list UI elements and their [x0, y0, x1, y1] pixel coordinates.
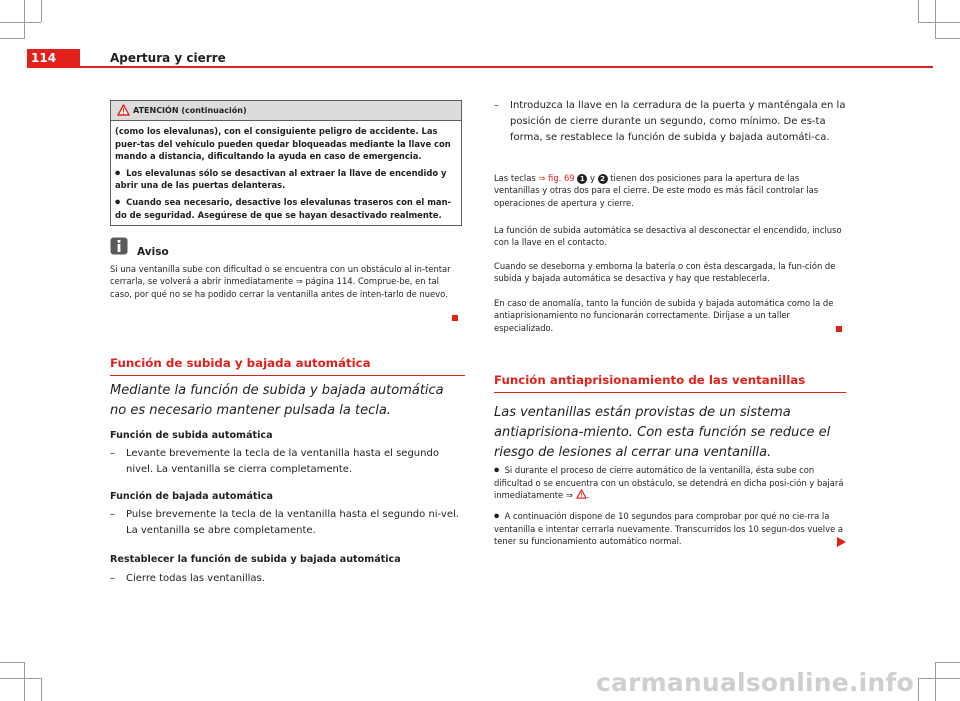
- section-title: Función de subida y bajada automática: [110, 355, 465, 376]
- number-badge: 1: [577, 174, 587, 184]
- crop-mark: [935, 662, 960, 663]
- note-label: Aviso: [137, 246, 169, 258]
- header-rule: [80, 66, 933, 68]
- step-item: [110, 507, 460, 539]
- crop-mark: [41, 678, 42, 701]
- paragraph: En caso de anomalía, tanto la función de subida y bajada automática como la de antiaprisionamiento no funcionarán correctamente. Diríjase a un taller especializado.: [494, 298, 834, 333]
- number-badge: 2: [598, 174, 608, 184]
- end-marker: [836, 326, 842, 332]
- figure-link[interactable]: ⇒ fig. 69: [538, 173, 575, 183]
- warning-bullet: [115, 167, 457, 192]
- warning-label: ATENCIÓN (continuación): [133, 106, 247, 115]
- bullet-icon: ●: [494, 466, 500, 474]
- subheading: Función de subida automática: [110, 430, 273, 441]
- continue-arrow-icon: [837, 537, 846, 547]
- section-intro: Mediante la función de subida y bajada automática no es necesario mantener pulsada la tecla.: [110, 383, 444, 418]
- section-intro: Las ventanillas están provistas de un sistema antiaprisiona-miento. Con esta función se reduce el riesgo de lesiones al cerrar una ventanilla.: [494, 405, 831, 460]
- warning-bullet: [115, 196, 457, 221]
- warning-bullet-text: Cuando sea necesario, desactive los elevalunas traseros con el man-do de seguridad. Asegúrese de que se hayan desactivado realmente.: [115, 196, 452, 220]
- subheading: Función de bajada automática: [110, 491, 273, 502]
- crop-mark: [935, 0, 936, 38]
- bullet-text: A continuación dispone de 10 segundos para comprobar por qué no cie-rra la ventanilla e intentar cerrarla nuevamente. Transcurridos los 10 segun-dos vuelve a tener su funcionamiento automático normal.: [494, 511, 844, 546]
- warning-icon: [576, 489, 587, 499]
- crop-mark: [0, 662, 25, 663]
- bullet-item: [494, 510, 846, 547]
- warning-paragraph: (como los elevalunas), con el consiguiente peligro de accidente. Las puer-tas del vehículo pueden quedar bloqueadas mediante la llave con mando a distancia, dificultando la ayuda en caso de emergencia.: [115, 126, 451, 161]
- crop-mark: [918, 22, 960, 23]
- subheading: Restablecer la función de subida y bajada automática: [110, 554, 401, 565]
- crop-mark: [918, 0, 919, 22]
- step-text: Levante brevemente la tecla de la ventanilla hasta el segundo nivel. La ventanilla se cierra completamente.: [126, 448, 439, 475]
- info-icon: [110, 237, 128, 255]
- crop-mark: [935, 38, 960, 39]
- dash: –: [110, 448, 115, 459]
- note-text: Si una ventanilla sube con dificultad o se encuentra con un obstáculo al in-tentar cerrarla, se volverá a abrir inmediatamente ⇒ página 114. Comprue-be, en tal caso, por qué no se ha podido cerrar la ventanilla antes de inten-tarlo de nuevo.: [110, 264, 451, 299]
- bullet-item: ● Si durante el proceso de cierre automático de la ventanilla, ésta sube con dificultad o se encuentra con un obstáculo, se detendrá en dicha posi-ción y bajará inmediatamente ⇒ .: [494, 465, 844, 500]
- paragraph-text: Las teclas: [494, 173, 539, 183]
- crop-mark: [0, 22, 41, 23]
- dash: –: [494, 100, 499, 111]
- step-item: [494, 98, 846, 146]
- step-text: Introduzca la llave en la cerradura de la puerta y manténgala en la posición de cierre durante un segundo, como mínimo. De es-ta forma, se restablece la función de subida y bajada automáti-ca.: [510, 100, 846, 143]
- paragraph-text: y: [587, 173, 598, 183]
- step-text: Pulse brevemente la tecla de la ventanilla hasta el segundo ni-vel. La ventanilla se abre completamente.: [126, 509, 459, 536]
- dash: –: [110, 573, 115, 584]
- step-item: [110, 446, 460, 478]
- crop-mark: [24, 0, 25, 38]
- step-item: [110, 571, 460, 587]
- warning-box: [110, 100, 462, 226]
- warning-bullet-text: Los elevalunas sólo se desactivan al extraer la llave de encendido y abrir una de las puertas delanteras.: [115, 167, 447, 191]
- crop-mark: [918, 678, 960, 679]
- dash: –: [110, 509, 115, 520]
- page-number: 114: [27, 49, 80, 68]
- step-text: Cierre todas las ventanillas.: [126, 573, 265, 584]
- bullet-icon: ●: [115, 168, 121, 176]
- bullet-text: Si durante el proceso de cierre automático de la ventanilla, ésta sube con dificultad o se encuentra con un obstáculo, se detendrá en dicha posi-ción y bajará inmediatamente ⇒: [494, 465, 844, 500]
- crop-mark: [24, 662, 25, 701]
- crop-mark: [0, 678, 41, 679]
- warning-icon: [117, 104, 130, 116]
- watermark: carmanualsonline.info: [596, 668, 914, 697]
- crop-mark: [0, 38, 25, 39]
- paragraph: Cuando se deseborna y emborna la batería o con ésta descargada, la fun-ción de subida y bajada automática se desactiva y hay que restablecerla.: [494, 261, 836, 284]
- bullet-icon: ●: [115, 198, 121, 205]
- paragraph-text: tienen dos posiciones para la apertura de las ventanillas y otras dos para el cierre. De este modo es más fácil controlar las operaciones de apertura y cierre.: [494, 173, 819, 208]
- section-title: Función antiaprisionamiento de las ventanillas: [494, 372, 846, 393]
- crop-mark: [935, 662, 936, 701]
- warning-header: [111, 101, 461, 121]
- crop-mark: [918, 678, 919, 701]
- paragraph: [494, 172, 846, 209]
- warning-body: [111, 121, 461, 221]
- bullet-icon: ●: [494, 512, 500, 520]
- paragraph: La función de subida automática se desactiva al desconectar el encendido, incluso con la llave en el contacto.: [494, 225, 842, 248]
- crop-mark: [41, 0, 42, 22]
- end-marker: [452, 315, 458, 321]
- chapter-title: Apertura y cierre: [110, 51, 226, 65]
